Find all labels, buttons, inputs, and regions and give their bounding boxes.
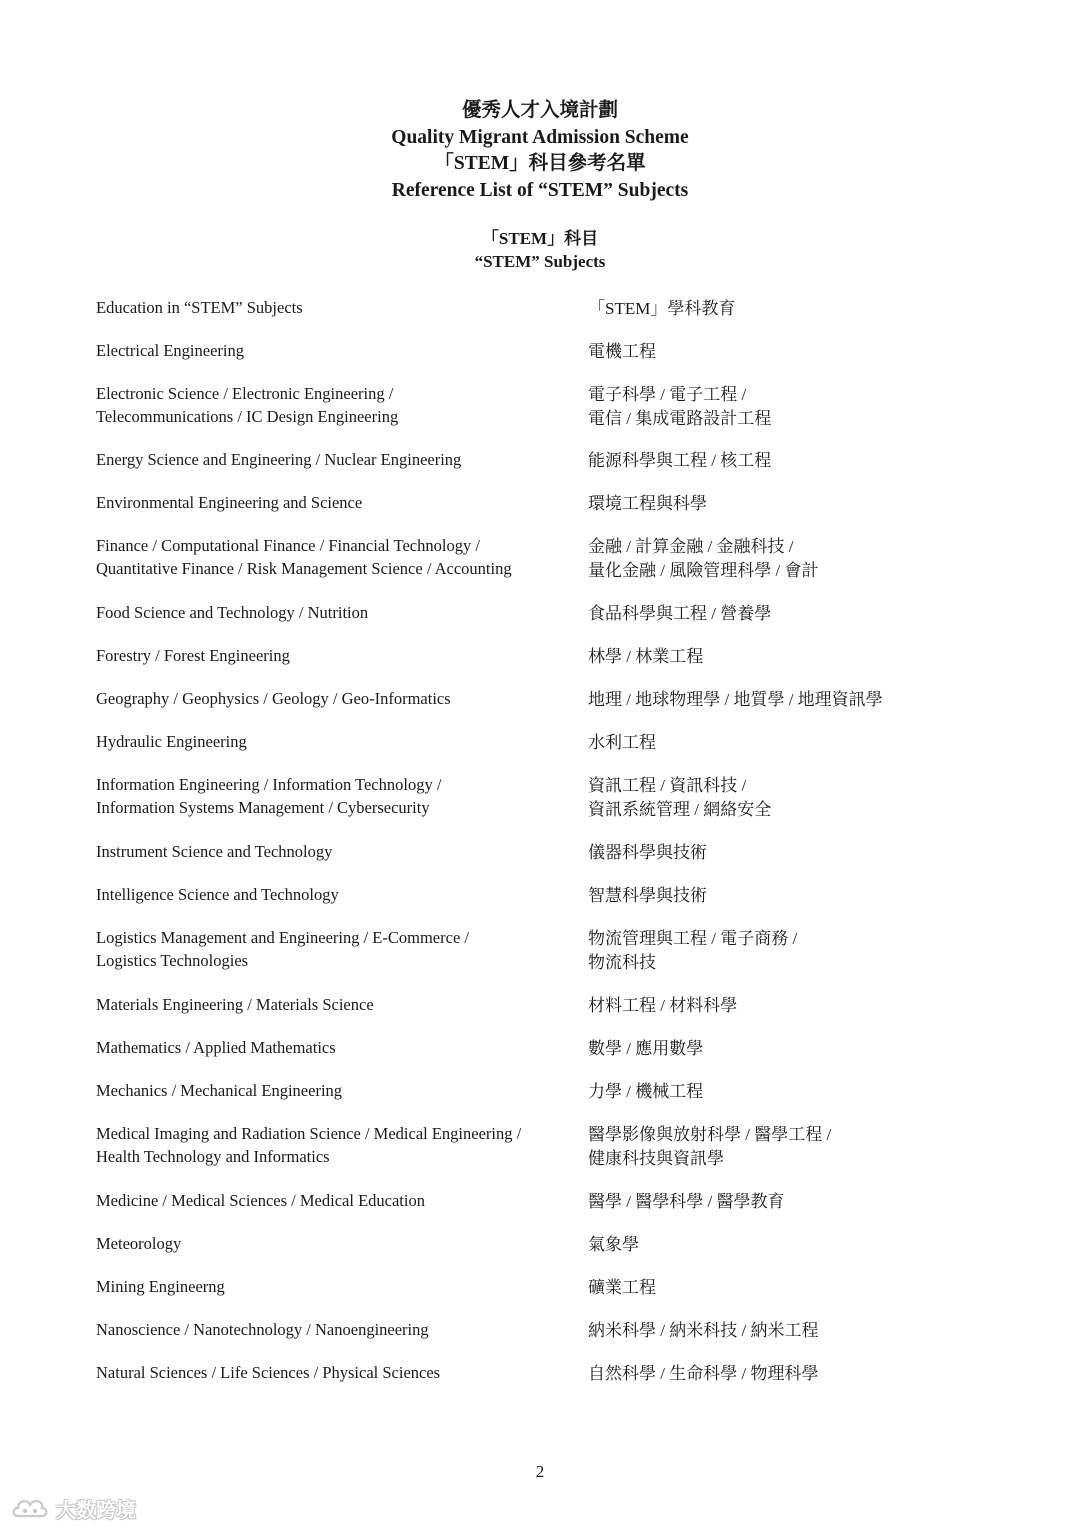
subject-zh-line: 能源科學與工程 / 核工程: [588, 451, 772, 470]
subject-zh-line: 電子科學 / 電子工程 /: [588, 385, 747, 404]
subject-zh: [588, 1276, 1028, 1300]
subject-en: [96, 1319, 566, 1342]
subject-zh: [588, 535, 1028, 582]
subject-en-line: Mining Engineerng: [96, 1277, 225, 1296]
subject-zh: [588, 994, 1028, 1018]
subject-en-line: Information Systems Management / Cybersecurity: [96, 797, 430, 817]
cloud-logo-icon: [10, 1494, 50, 1522]
subject-zh: [588, 1080, 1028, 1104]
subject-en-line: Medical Imaging and Radiation Science / Medical Engineering /: [96, 1124, 522, 1143]
subject-zh-line: 儀器科學與技術: [588, 843, 707, 862]
subject-en-line: Instrument Science and Technology: [96, 842, 333, 861]
subject-en: [96, 449, 566, 472]
subject-en-line: Intelligence Science and Technology: [96, 885, 339, 904]
subject-zh-line: 自然科學 / 生命科學 / 物理科學: [588, 1364, 819, 1383]
subject-en-line: Forestry / Forest Engineering: [96, 646, 290, 665]
subject-zh-line: 環境工程與科學: [588, 494, 707, 513]
subject-en: [96, 927, 566, 972]
subject-en: [96, 884, 566, 907]
watermark-text: 大数跨境: [56, 1497, 136, 1522]
subject-zh-line: 礦業工程: [588, 1278, 656, 1297]
subject-en: [96, 297, 566, 320]
subject-en: [96, 645, 566, 668]
subject-en-line: Logistics Technologies: [96, 950, 249, 970]
subject-en: [96, 774, 566, 819]
subject-zh-line: 量化金融 / 風險管理科學 / 會計: [588, 560, 819, 580]
subject-en: [96, 1362, 566, 1385]
watermark: [10, 1492, 136, 1524]
subject-zh: [588, 841, 1028, 865]
subject-en: [96, 731, 566, 754]
subject-en-line: Mathematics / Applied Mathematics: [96, 1038, 336, 1057]
subject-zh-line: 健康科技與資訊學: [588, 1148, 724, 1168]
subject-zh-line: 醫學影像與放射科學 / 醫學工程 /: [588, 1125, 832, 1144]
subject-en-line: Electronic Science / Electronic Engineering /: [96, 384, 394, 403]
subject-zh-line: 數學 / 應用數學: [588, 1039, 704, 1058]
subject-en: [96, 1080, 566, 1103]
subject-en-line: Geography / Geophysics / Geology / Geo-Informatics: [96, 689, 451, 708]
subject-en-line: Information Engineering / Information Technology /: [96, 775, 442, 794]
subject-en: [96, 688, 566, 711]
subject-en-line: Energy Science and Engineering / Nuclear Engineering: [96, 450, 462, 469]
subject-zh: [588, 1123, 1028, 1170]
subject-en-line: Medicine / Medical Sciences / Medical Education: [96, 1191, 425, 1210]
subject-zh: [588, 340, 1028, 364]
section-heading-zh: 「STEM」科目: [481, 229, 599, 248]
subject-zh: [588, 1190, 1028, 1214]
subject-en-line: Hydraulic Engineering: [96, 732, 247, 751]
subject-zh-line: 智慧科學與技術: [588, 886, 707, 905]
page-number: 2: [535, 1462, 545, 1481]
title-en: Quality Migrant Admission Scheme: [391, 126, 689, 148]
subject-en-line: Environmental Engineering and Science: [96, 493, 363, 512]
subject-en-line: Meteorology: [96, 1234, 182, 1253]
subject-en: [96, 492, 566, 515]
subject-zh: [588, 1319, 1028, 1343]
subject-en: [96, 1276, 566, 1299]
subject-zh-line: 水利工程: [588, 733, 656, 752]
subject-en-line: Electrical Engineering: [96, 341, 244, 360]
subject-en: [96, 994, 566, 1017]
subject-zh-line: 力學 / 機械工程: [588, 1082, 704, 1101]
subject-zh-line: 地理 / 地球物理學 / 地質學 / 地理資訊學: [588, 690, 883, 709]
subject-en: [96, 1037, 566, 1060]
subject-en-line: Nanoscience / Nanotechnology / Nanoengineering: [96, 1320, 429, 1339]
subject-zh: [588, 449, 1028, 473]
subject-zh: [588, 731, 1028, 755]
subject-zh-line: 氣象學: [588, 1235, 639, 1254]
subject-en-line: Materials Engineering / Materials Science: [96, 995, 374, 1014]
subject-zh-line: 資訊工程 / 資訊科技 /: [588, 776, 747, 795]
subject-zh: [588, 602, 1028, 626]
subject-en-line: Health Technology and Informatics: [96, 1146, 330, 1166]
subject-en-line: Food Science and Technology / Nutrition: [96, 603, 369, 622]
subject-zh-line: 食品科學與工程 / 營養學: [588, 604, 772, 623]
subject-en-line: Telecommunications / IC Design Engineering: [96, 406, 399, 426]
subject-zh: [588, 1362, 1028, 1386]
subject-en-line: Quantitative Finance / Risk Management Science / Accounting: [96, 558, 512, 578]
subject-en-line: Mechanics / Mechanical Engineering: [96, 1081, 343, 1100]
subject-zh: [588, 1037, 1028, 1061]
section-heading: [0, 227, 1080, 273]
list-title-en: Reference List of “STEM” Subjects: [391, 179, 689, 201]
subject-en-line: Finance / Computational Finance / Financial Technology /: [96, 536, 480, 555]
subject-en-line: Natural Sciences / Life Sciences / Physical Sciences: [96, 1363, 441, 1382]
subject-zh-line: 林學 / 林業工程: [588, 647, 704, 666]
subject-zh-line: 材料工程 / 材料科學: [588, 996, 738, 1015]
subject-zh-line: 電信 / 集成電路設計工程: [588, 408, 772, 428]
subject-zh-line: 資訊系統管理 / 網絡安全: [588, 799, 772, 819]
subject-zh: [588, 927, 1028, 974]
subject-zh-line: 金融 / 計算金融 / 金融科技 /: [588, 537, 794, 556]
subject-zh: [588, 492, 1028, 516]
subject-zh: [588, 297, 1028, 321]
subject-zh: [588, 774, 1028, 821]
subject-zh: [588, 688, 1028, 712]
subject-en: [96, 383, 566, 428]
subject-zh: [588, 645, 1028, 669]
subject-en: [96, 535, 566, 580]
document-header: [0, 98, 1080, 204]
subject-zh-line: 納米科學 / 納米科技 / 納米工程: [588, 1321, 819, 1340]
subject-zh-line: 物流科技: [588, 952, 656, 972]
subject-en-line: Education in “STEM” Subjects: [96, 298, 303, 317]
list-title-zh: 「STEM」科目參考名單: [434, 153, 646, 174]
subject-zh-line: 「STEM」學科教育: [588, 299, 736, 318]
subject-zh-line: 醫學 / 醫學科學 / 醫學教育: [588, 1192, 785, 1211]
subject-en-line: Logistics Management and Engineering / E-Commerce /: [96, 928, 469, 947]
subject-en: [96, 340, 566, 363]
subject-zh: [588, 1233, 1028, 1257]
subject-en: [96, 602, 566, 625]
subject-zh-line: 物流管理與工程 / 電子商務 /: [588, 929, 798, 948]
subject-zh-line: 電機工程: [588, 342, 656, 361]
subject-en: [96, 841, 566, 864]
subject-en: [96, 1190, 566, 1213]
section-heading-en: “STEM” Subjects: [474, 252, 606, 271]
subject-en: [96, 1123, 566, 1168]
subject-zh: [588, 383, 1028, 430]
subject-zh: [588, 884, 1028, 908]
subject-en: [96, 1233, 566, 1256]
title-zh: 優秀人才入境計劃: [461, 100, 618, 121]
